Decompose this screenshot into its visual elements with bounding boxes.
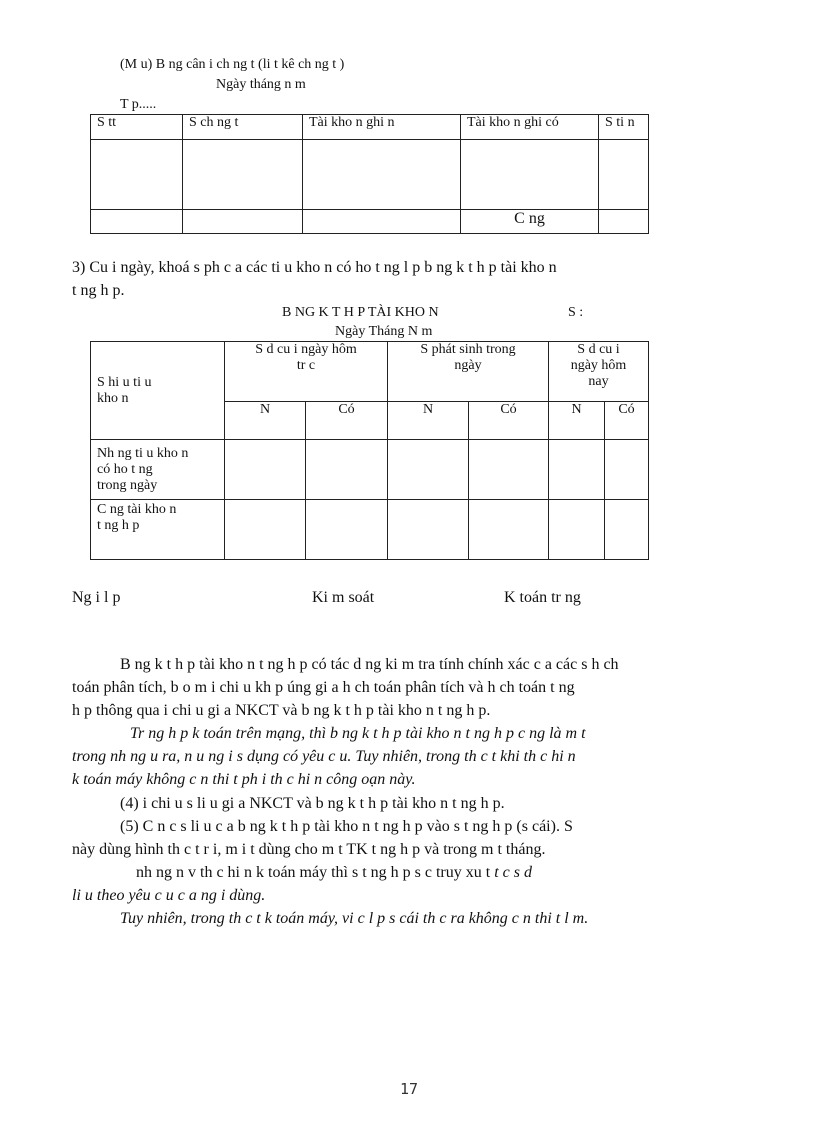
paragraph-line: Tr ng h p k toán trên mạng, thì b ng k t h p tài kho n t ng h p c ng là m t (130, 725, 586, 742)
col-header-closing-balance (549, 342, 649, 402)
col-header-closing-line3: nay (588, 374, 609, 389)
signature-chief-accountant: K toán tr ng (504, 589, 581, 606)
row-label-active-subaccounts (91, 440, 225, 500)
col-header-closing-line2: ngày hôm (570, 358, 627, 373)
col-header-movement-line2: ngày (454, 358, 482, 373)
row-label-total-account (91, 500, 225, 560)
table-cell (225, 440, 306, 500)
row-label-line: t ng h p (97, 518, 140, 533)
table-header-row (91, 342, 649, 402)
form-title: (M u) B ng cân i ch ng t (li t kê ch ng t ) (120, 57, 345, 72)
table-cell (599, 140, 649, 210)
total-label: C ng (461, 210, 599, 234)
account-summary-table (90, 341, 649, 560)
col-header-credit: Có (469, 402, 549, 440)
table-cell (183, 210, 303, 234)
col-header-credit: Có (605, 402, 649, 440)
summary-table-title: B NG K T H P TÀI KHO N (282, 305, 439, 320)
paragraph-line: Tuy nhiên, trong th c t k toán máy, vi c l p s cái th c ra không c n thi t l m. (120, 910, 589, 927)
paragraph-line: này dùng hình th c t r i, m i t dùng cho m t TK t ng h p và trong m t tháng. (72, 841, 546, 858)
paragraph-line: (5) C n c s li u c a b ng k t h p tài kho n t ng h p vào s t ng h p (s cái). S (120, 818, 573, 835)
table-cell (469, 440, 549, 500)
paragraph-line: toán phân tích, b o m i chi u kh p úng gi a h ch toán phân tích và h ch toán t ng (72, 679, 575, 696)
col-header-account-line1: S hi u ti u (97, 374, 152, 390)
col-header-opening-line1: S d cu i ngày hôm (255, 342, 357, 357)
col-header-account-line2: kho n (97, 390, 129, 406)
signature-controller: Ki m soát (312, 589, 375, 606)
paragraph-line: B ng k t h p tài kho n t ng h p có tác d ng ki m tra tính chính xác c a các s h ch (120, 656, 619, 673)
col-header-amount: S ti n (599, 115, 649, 140)
col-header-credit-account: Tài kho n ghi có (461, 115, 599, 140)
col-header-closing-line1: S d cu i (577, 342, 620, 357)
table-cell (388, 500, 469, 560)
table-row (91, 500, 649, 560)
paragraph-line: k toán máy không c n thi t ph i th c hi n công oạn này. (72, 771, 416, 788)
table-cell (388, 440, 469, 500)
table-cell (91, 140, 183, 210)
section3-line1: 3) Cu i ngày, khoá s ph c a các ti u kho n có ho t ng l p b ng k t h p tài kho n (72, 259, 557, 276)
table-cell (183, 140, 303, 210)
col-header-movement-line1: S phát sinh trong (420, 342, 516, 357)
col-header-debit: N (388, 402, 469, 440)
form-volume: T p..... (120, 97, 157, 112)
col-header-movement (388, 342, 549, 402)
row-label-line: Nh ng ti u kho n (97, 445, 189, 461)
table-cell (605, 440, 649, 500)
row-label-line: trong ngày (97, 477, 158, 493)
paragraph-segment: nh ng n v th c hi n k toán máy thì s t ng h p s c truy xu t (136, 864, 495, 881)
col-header-debit: N (549, 402, 605, 440)
summary-table-date: Ngày Tháng N m (335, 324, 433, 339)
table-row (91, 140, 649, 210)
signature-preparer: Ng i l p (72, 589, 121, 606)
page-number: 17 (400, 1080, 419, 1098)
table-cell (225, 500, 306, 560)
col-header-account (91, 342, 225, 440)
paragraph-line: li u theo yêu c u c a ng i dùng. (72, 887, 266, 904)
col-header-debit: N (225, 402, 306, 440)
col-header-credit: Có (306, 402, 388, 440)
paragraph-line (136, 864, 532, 882)
table-cell (549, 440, 605, 500)
col-header-debit-account: Tài kho n ghi n (303, 115, 461, 140)
paragraph-segment-italic: t c s d (494, 864, 532, 881)
col-header-opening-balance (225, 342, 388, 402)
table-cell (599, 210, 649, 234)
col-header-stt: S tt (91, 115, 183, 140)
table-cell (303, 210, 461, 234)
col-header-opening-line2: tr c (296, 358, 316, 373)
table-cell (306, 440, 388, 500)
paragraph-line: trong nh ng u ra, n u ng i s dụng có yêu c u. Tuy nhiên, trong th c t khi th c hi n (72, 748, 576, 765)
paragraph-line: h p thông qua i chi u gi a NKCT và b ng k t h p tài kho n t ng h p. (72, 702, 491, 719)
summary-table-number: S : (568, 305, 584, 320)
row-label-line: C ng tài kho n (97, 502, 177, 517)
table-cell (605, 500, 649, 560)
table-header-row (91, 115, 649, 140)
form-date-line: Ngày tháng n m (216, 77, 306, 92)
table-cell (461, 140, 599, 210)
table-cell (91, 210, 183, 234)
table-cell (303, 140, 461, 210)
table-cell (306, 500, 388, 560)
voucher-summary-table (90, 114, 649, 234)
row-label-line: có ho t ng (97, 461, 153, 477)
table-row (91, 440, 649, 500)
table-cell (469, 500, 549, 560)
section3-line2: t ng h p. (72, 282, 125, 299)
col-header-voucher-no: S ch ng t (183, 115, 303, 140)
table-cell (549, 500, 605, 560)
table-total-row (91, 210, 649, 234)
paragraph-line: (4) i chi u s li u gi a NKCT và b ng k t h p tài kho n t ng h p. (120, 795, 505, 812)
